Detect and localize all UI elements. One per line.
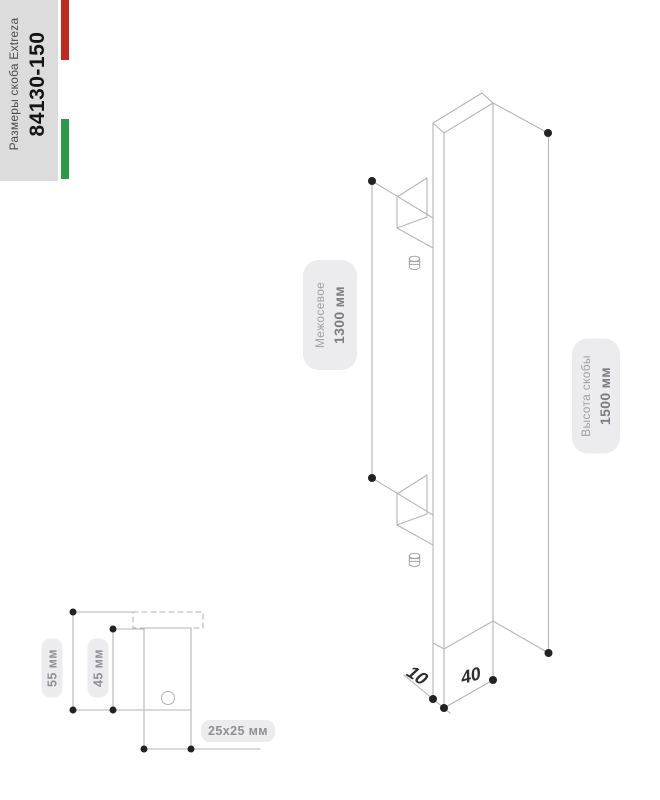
bracket-top	[397, 178, 433, 248]
height-name: Высота скобы	[579, 355, 593, 437]
post-section	[144, 628, 191, 710]
dim-value-width: 40	[461, 662, 481, 689]
product-subtitle: Размеры скоба Extreza	[7, 17, 21, 151]
bar-section-dashed	[133, 612, 203, 628]
dimension-lines	[372, 103, 549, 713]
dim-value-thickness: 10	[401, 663, 434, 689]
dimension-dots	[368, 129, 553, 712]
height-value: 1500 мм	[597, 367, 613, 425]
dim-label-height	[572, 339, 620, 454]
center-distance-name: Межосевое	[313, 281, 327, 349]
handle-bar	[433, 93, 493, 649]
dim-label-45mm: 45 мм	[88, 639, 109, 698]
product-model: 84130-150	[26, 31, 49, 137]
set-screw-bottom	[409, 553, 419, 566]
dim-label-cross-section: 25x25 мм	[201, 720, 275, 742]
center-distance-value: 1300 мм	[331, 286, 347, 344]
dim-label-55mm: 55 мм	[42, 639, 63, 698]
bracket-bottom	[397, 475, 433, 545]
set-screw-top	[409, 256, 419, 269]
dim-label-center-distance	[303, 260, 357, 370]
